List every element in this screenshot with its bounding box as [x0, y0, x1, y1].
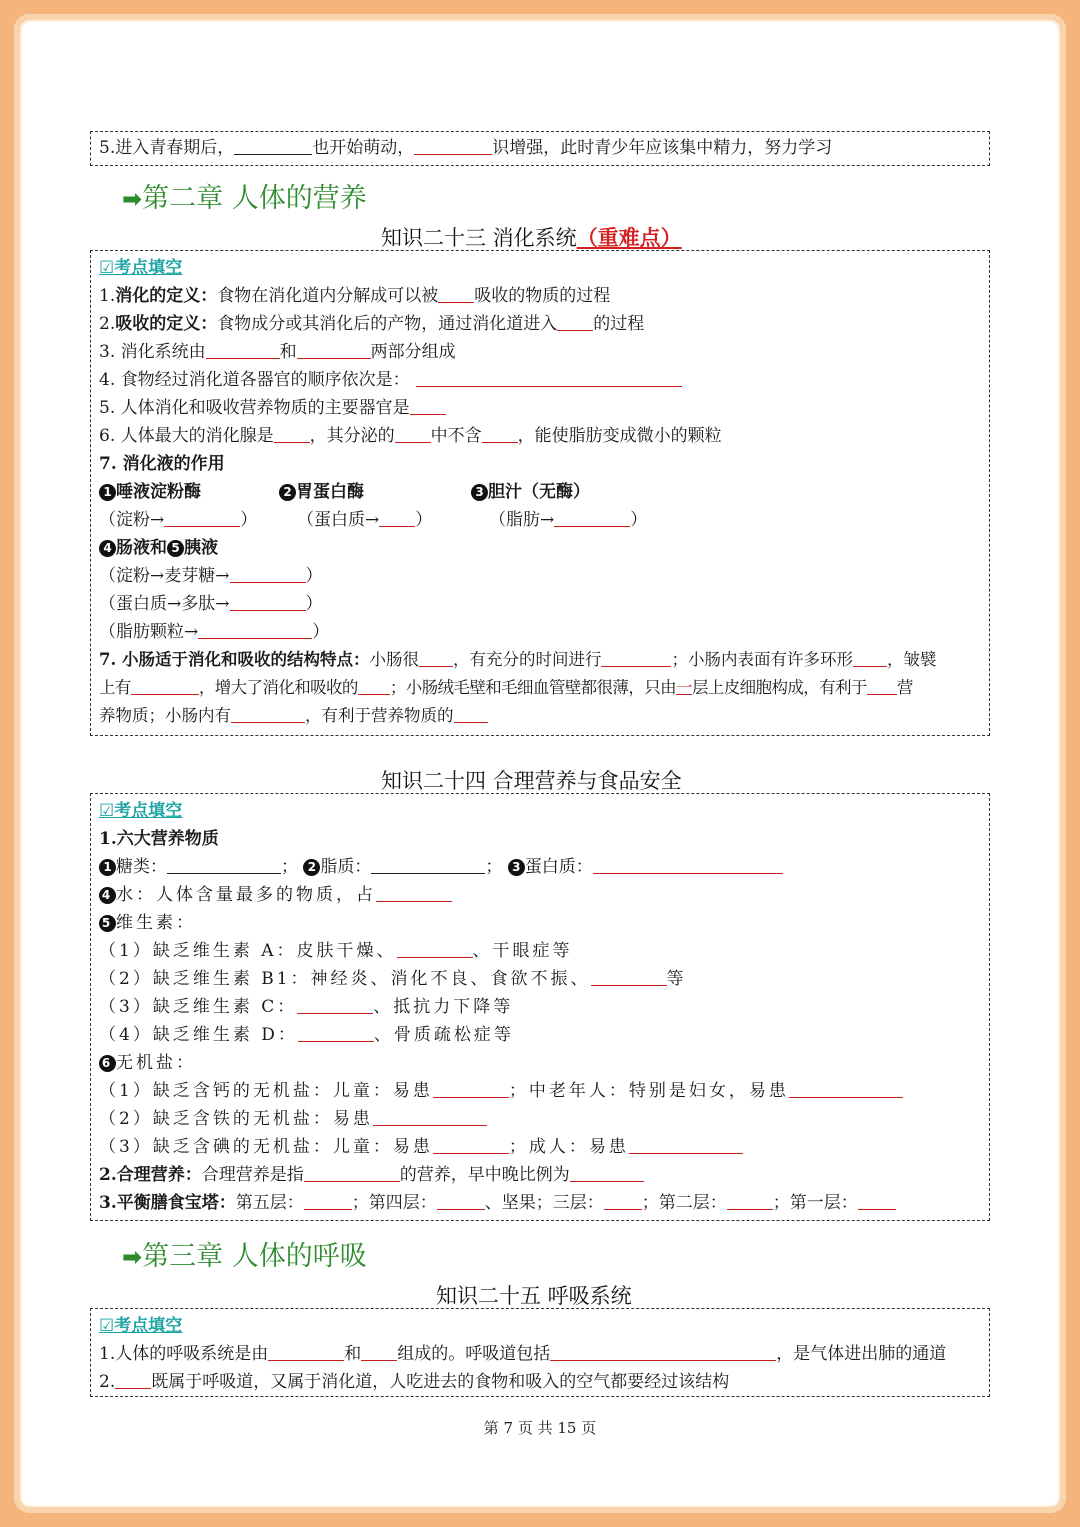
text: （3）缺乏维生素 C：	[99, 997, 298, 1017]
text: ）	[305, 594, 323, 614]
blank[interactable]	[164, 508, 240, 527]
bold-text: 7. 小肠适于消化和吸收的结构特点：	[99, 650, 370, 669]
text: 维生素：	[116, 913, 196, 933]
text: 合理营养是指	[201, 1165, 304, 1185]
chapter-title: 第二章 人体的营养	[142, 183, 367, 214]
blank[interactable]	[604, 1191, 642, 1210]
text: 两部分组成	[370, 342, 456, 362]
enzyme-3-sub	[489, 506, 983, 534]
circled-number: 1	[99, 859, 116, 876]
blank[interactable]	[131, 676, 199, 695]
text: 水：人体含量最多的物质，占	[116, 885, 376, 905]
blank[interactable]	[274, 424, 310, 443]
text: 层上皮细胞构成，有利于	[691, 678, 867, 697]
page	[14, 14, 1066, 1513]
text: 肠液和	[116, 538, 167, 558]
circled-number: 4	[99, 887, 116, 904]
blank[interactable]	[789, 1079, 903, 1098]
vitamin-c	[99, 993, 983, 1021]
text: 、抵抗力下降等	[373, 997, 514, 1017]
text: （淀粉→	[99, 510, 165, 530]
highlight-text: （重难点）	[576, 226, 682, 250]
blank[interactable]	[414, 136, 492, 155]
text: 1.六大营养物质	[99, 829, 219, 849]
blank[interactable]	[115, 1370, 151, 1389]
text: ）	[630, 510, 648, 530]
line-4	[99, 366, 983, 394]
vitamin-b1	[99, 965, 983, 993]
blank[interactable]	[727, 1191, 773, 1210]
text: （2）缺乏维生素 B1：神经炎、消化不良、食欲不振、	[99, 969, 591, 989]
text: 食物在消化道内分解成可以被	[217, 286, 439, 306]
circled-number: 2	[279, 484, 296, 501]
text: ，有利于营养物质的	[305, 706, 454, 725]
text: 第五层：	[235, 1193, 304, 1213]
blank[interactable]	[433, 1079, 509, 1098]
tag-line	[99, 254, 983, 282]
blank[interactable]	[454, 704, 488, 723]
para-2	[99, 674, 983, 702]
blank[interactable]	[373, 1107, 487, 1126]
water-line	[99, 881, 983, 909]
content	[14, 14, 1066, 1513]
text: 组成的。呼吸道包括	[397, 1344, 551, 1364]
text: 等	[666, 969, 687, 989]
blank[interactable]	[397, 939, 473, 958]
text: 1.人体的呼吸系统是由	[99, 1344, 269, 1364]
text: 脂质：	[320, 857, 372, 877]
section-title	[381, 765, 682, 795]
text: 既属于呼吸道，又属于消化道，人吃进去的食物和吸入的空气都要经过该结构	[151, 1372, 730, 1392]
blank[interactable]	[371, 855, 485, 874]
text: 吸收的物质的过程	[474, 286, 611, 306]
mineral-line	[99, 1049, 983, 1077]
blank[interactable]	[570, 1163, 644, 1182]
section-title	[436, 1280, 632, 1310]
tag-line	[99, 1312, 983, 1340]
text: （3）缺乏含碘的无机盐：儿童：易患	[99, 1137, 433, 1157]
text: 3. 消化系统由	[99, 342, 206, 362]
chapter-title: 第三章 人体的呼吸	[142, 1241, 367, 1272]
text: 养物质；小肠内有	[99, 706, 231, 725]
mineral-calcium	[99, 1077, 983, 1105]
circled-number: 2	[303, 859, 320, 876]
mineral-iron	[99, 1105, 983, 1133]
sub-line-1	[99, 562, 983, 590]
text: ，能使脂肪变成微小的颗粒	[517, 426, 722, 446]
blank[interactable]	[550, 1342, 776, 1361]
text: 胰液	[184, 538, 218, 558]
blank[interactable]	[358, 676, 390, 695]
chapter-heading	[122, 176, 367, 215]
text: 的过程	[593, 314, 645, 334]
text: ；中老年人：特别是妇女，易患	[508, 1081, 789, 1101]
section-title	[381, 222, 682, 252]
text: ；小肠内表面有许多环形	[671, 650, 853, 669]
blank[interactable]	[554, 508, 630, 527]
puberty-line	[99, 134, 983, 162]
text: 唾液淀粉酶	[116, 482, 201, 502]
blank[interactable]	[593, 855, 783, 874]
blank[interactable]	[858, 1191, 896, 1210]
tag-line	[99, 797, 983, 825]
blank[interactable]	[234, 136, 312, 155]
text: 小肠很	[369, 650, 419, 669]
text: 无机盐：	[116, 1053, 196, 1073]
line-1	[99, 282, 983, 310]
blank[interactable]	[361, 1342, 397, 1361]
text: ，其分泌的	[309, 426, 395, 446]
line-6	[99, 422, 983, 450]
text: （淀粉→麦芽糖→	[99, 566, 230, 586]
text: ；第二层：	[641, 1193, 727, 1213]
text: 营	[896, 678, 913, 697]
blank[interactable]	[482, 424, 518, 443]
blank[interactable]	[867, 676, 897, 695]
section-box	[90, 250, 990, 736]
circled-number: 5	[167, 540, 184, 557]
blank[interactable]	[601, 648, 671, 667]
text: 胆汁（无酶）	[488, 482, 590, 502]
blank[interactable]	[298, 1023, 374, 1042]
text: 1.	[99, 286, 116, 306]
bold-text: 3.平衡膳食宝塔：	[99, 1193, 236, 1213]
text: 5.进入青春期后，	[99, 138, 235, 158]
circled-number: 5	[99, 915, 116, 932]
blank[interactable]	[206, 340, 280, 359]
respiration-line-1	[99, 1340, 983, 1368]
text: （脂肪颗粒→	[99, 622, 199, 642]
text: 、坚果；三层：	[484, 1193, 604, 1213]
blank[interactable]	[853, 648, 887, 667]
text: ）	[240, 510, 258, 530]
heading-2	[99, 1161, 983, 1189]
circled-number: 3	[471, 484, 488, 501]
heading-3	[99, 1189, 983, 1217]
chapter-heading	[122, 1234, 367, 1273]
blank[interactable]	[167, 855, 281, 874]
text: ，增大了消化和吸收的	[198, 678, 358, 697]
text: ；成人：易患	[508, 1137, 629, 1157]
enzyme-45	[99, 534, 983, 562]
arrow-icon: ➡	[122, 185, 143, 213]
circled-number: 3	[508, 859, 525, 876]
text: 2.	[99, 314, 116, 334]
blank[interactable]	[268, 1342, 344, 1361]
blank[interactable]	[433, 1135, 509, 1154]
vitamin-line	[99, 909, 983, 937]
text: 识增强，此时青少年应该集中精力，努力学习	[492, 138, 833, 158]
line-3	[99, 338, 983, 366]
line-5	[99, 394, 983, 422]
text: 和	[344, 1344, 362, 1364]
blank[interactable]	[304, 1191, 352, 1210]
nutrients-line	[99, 853, 983, 881]
text: （1）缺乏维生素 A：皮肤干燥、	[99, 941, 397, 961]
text: ，有充分的时间进行	[452, 650, 602, 669]
blank[interactable]	[297, 340, 371, 359]
text: ）	[312, 622, 330, 642]
blank[interactable]	[410, 396, 446, 415]
text: 、干眼症等	[472, 941, 573, 961]
text: （蛋白质→	[297, 510, 380, 530]
text: 7. 消化液的作用	[99, 454, 225, 474]
tag-label: ☑考点填空	[99, 801, 183, 821]
text: ）	[415, 510, 433, 530]
sub-line-3	[99, 618, 983, 646]
text: （4）缺乏维生素 D：	[99, 1025, 298, 1045]
text: 的营养，早中晚比例为	[399, 1165, 570, 1185]
text: 蛋白质：	[524, 857, 593, 877]
blank[interactable]	[230, 592, 306, 611]
blank[interactable]	[419, 648, 453, 667]
blank[interactable]	[198, 620, 312, 639]
arrow-icon: ➡	[122, 1243, 143, 1271]
bold-text: 消化的定义：	[115, 286, 218, 306]
circled-number: 6	[99, 1055, 116, 1072]
blank[interactable]	[438, 284, 474, 303]
blank[interactable]	[304, 1163, 400, 1182]
text: 上有	[99, 678, 131, 697]
text: 2.	[99, 1372, 116, 1392]
text: ）	[305, 566, 323, 586]
text: ；小肠绒毛壁和毛细血管壁都很薄，只由	[389, 678, 677, 697]
text: 6. 人体最大的消化腺是	[99, 426, 274, 446]
section-box	[90, 793, 990, 1221]
bold-text: 2.合理营养：	[99, 1165, 202, 1185]
text: ；	[485, 857, 503, 877]
text: 也开始萌动，	[312, 138, 415, 158]
text: （1）缺乏含钙的无机盐：儿童：易患	[99, 1081, 433, 1101]
blank[interactable]	[379, 508, 415, 527]
text: 和	[279, 342, 297, 362]
blank[interactable]	[395, 424, 431, 443]
text: ；第一层：	[772, 1193, 858, 1213]
text: ，皱襞	[886, 650, 937, 669]
para-1	[99, 646, 983, 674]
blank[interactable]	[629, 1135, 743, 1154]
section-box	[90, 1308, 990, 1397]
blank[interactable]	[230, 564, 306, 583]
vitamin-d	[99, 1021, 983, 1049]
text: 、骨质疏松症等	[373, 1025, 514, 1045]
vitamin-a	[99, 937, 983, 965]
answer-text: 一	[676, 678, 692, 697]
bold-text: 吸收的定义：	[115, 314, 218, 334]
tag-label: ☑考点填空	[99, 258, 183, 278]
title-text: 知识二十五 呼吸系统	[436, 1284, 632, 1308]
title-text: 知识二十三 消化系统	[381, 226, 577, 250]
text: 糖类：	[116, 857, 167, 877]
blank[interactable]	[297, 995, 373, 1014]
text: ，是气体进出肺的通道	[776, 1344, 947, 1364]
title-text: 知识二十四 合理营养与食品安全	[381, 769, 682, 793]
blank[interactable]	[437, 1191, 485, 1210]
blank[interactable]	[416, 368, 682, 387]
text: 食物成分或其消化后的产物，通过消化道进入	[217, 314, 558, 334]
tag-label: ☑考点填空	[99, 1316, 183, 1336]
text: 胃蛋白酶	[296, 482, 364, 502]
blank[interactable]	[376, 883, 452, 902]
respiration-line-2	[99, 1368, 983, 1396]
circled-number: 4	[99, 540, 116, 557]
top-box	[90, 131, 990, 166]
line-2	[99, 310, 983, 338]
text: （2）缺乏含铁的无机盐：易患	[99, 1109, 373, 1129]
heading-1	[99, 825, 983, 853]
sub-line-2	[99, 590, 983, 618]
text: ；第四层：	[351, 1193, 437, 1213]
blank[interactable]	[591, 967, 667, 986]
blank[interactable]	[557, 312, 593, 331]
para-3	[99, 702, 983, 730]
text: 4. 食物经过消化道各器官的顺序依次是：	[99, 370, 410, 390]
circled-number: 1	[99, 484, 116, 501]
text: （脂肪→	[489, 510, 555, 530]
mineral-iodine	[99, 1133, 983, 1161]
text: 中不含	[430, 426, 482, 446]
text: 5. 人体消化和吸收营养物质的主要器官是	[99, 398, 410, 418]
enzyme-3	[471, 478, 983, 506]
page-footer: 第 7 页 共 15 页	[483, 1419, 597, 1437]
line-7	[99, 450, 983, 478]
text: ；	[281, 857, 298, 877]
blank[interactable]	[231, 704, 305, 723]
text: （蛋白质→多肽→	[99, 594, 230, 614]
